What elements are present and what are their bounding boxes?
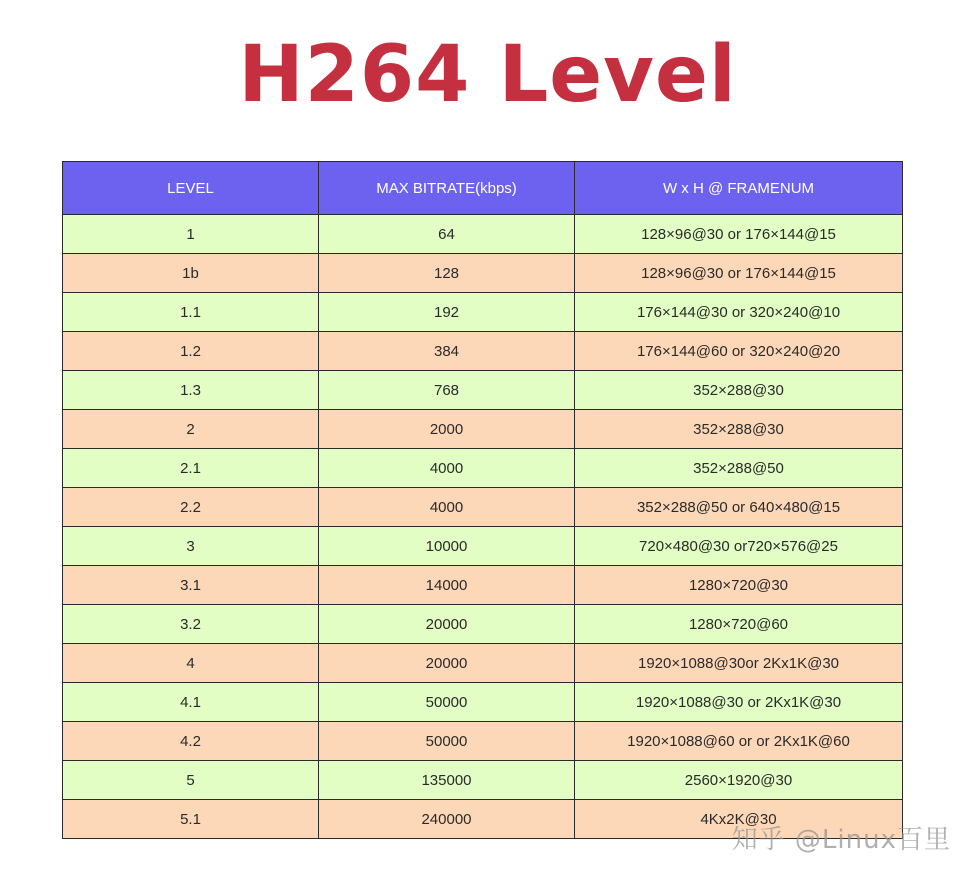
cell-resolution: 176×144@30 or 320×240@10 — [575, 293, 903, 332]
table-row — [63, 722, 903, 761]
cell-level: 1.1 — [63, 293, 319, 332]
cell-bitrate: 240000 — [319, 800, 575, 839]
cell-level: 5.1 — [63, 800, 319, 839]
cell-resolution: 1920×1088@30 or 2Kx1K@30 — [575, 683, 903, 722]
table-row — [63, 293, 903, 332]
cell-level: 2 — [63, 410, 319, 449]
cell-resolution: 352×288@30 — [575, 410, 903, 449]
table-row — [63, 566, 903, 605]
table-header-row — [63, 162, 903, 215]
header-max-bitrate: MAX BITRATE(kbps) — [319, 162, 575, 215]
table-row — [63, 605, 903, 644]
cell-resolution: 352×288@50 — [575, 449, 903, 488]
cell-resolution: 1920×1088@60 or or 2Kx1K@60 — [575, 722, 903, 761]
cell-bitrate: 20000 — [319, 605, 575, 644]
cell-level: 3 — [63, 527, 319, 566]
cell-bitrate: 192 — [319, 293, 575, 332]
cell-bitrate: 64 — [319, 215, 575, 254]
cell-bitrate: 2000 — [319, 410, 575, 449]
cell-level: 4.1 — [63, 683, 319, 722]
cell-level: 1.2 — [63, 332, 319, 371]
table-row — [63, 527, 903, 566]
cell-resolution: 176×144@60 or 320×240@20 — [575, 332, 903, 371]
cell-bitrate: 50000 — [319, 683, 575, 722]
cell-resolution: 1920×1088@30or 2Kx1K@30 — [575, 644, 903, 683]
cell-level: 5 — [63, 761, 319, 800]
page-title: H264 Level — [238, 30, 737, 120]
cell-level: 2.1 — [63, 449, 319, 488]
cell-bitrate: 128 — [319, 254, 575, 293]
header-level: LEVEL — [63, 162, 319, 215]
cell-resolution: 128×96@30 or 176×144@15 — [575, 254, 903, 293]
table-row — [63, 683, 903, 722]
h264-level-table — [62, 161, 903, 839]
table-row — [63, 410, 903, 449]
table-row — [63, 371, 903, 410]
table-row — [63, 215, 903, 254]
cell-bitrate: 135000 — [319, 761, 575, 800]
cell-level: 4 — [63, 644, 319, 683]
table-row — [63, 488, 903, 527]
table-row — [63, 449, 903, 488]
table-row — [63, 254, 903, 293]
cell-bitrate: 4000 — [319, 449, 575, 488]
cell-bitrate: 50000 — [319, 722, 575, 761]
cell-bitrate: 4000 — [319, 488, 575, 527]
cell-level: 3.2 — [63, 605, 319, 644]
cell-bitrate: 768 — [319, 371, 575, 410]
cell-bitrate: 384 — [319, 332, 575, 371]
cell-bitrate: 20000 — [319, 644, 575, 683]
cell-level: 1 — [63, 215, 319, 254]
cell-bitrate: 14000 — [319, 566, 575, 605]
table-row — [63, 644, 903, 683]
header-resolution-framerate: W x H @ FRAMENUM — [575, 162, 903, 215]
cell-level: 3.1 — [63, 566, 319, 605]
cell-level: 1b — [63, 254, 319, 293]
cell-resolution: 720×480@30 or720×576@25 — [575, 527, 903, 566]
cell-level: 4.2 — [63, 722, 319, 761]
table-row — [63, 332, 903, 371]
watermark: 知乎 @Linux百里 — [731, 825, 951, 855]
cell-resolution: 4Kx2K@30 — [575, 800, 903, 839]
cell-resolution: 352×288@30 — [575, 371, 903, 410]
cell-resolution: 352×288@50 or 640×480@15 — [575, 488, 903, 527]
cell-resolution: 128×96@30 or 176×144@15 — [575, 215, 903, 254]
cell-resolution: 1280×720@60 — [575, 605, 903, 644]
cell-level: 2.2 — [63, 488, 319, 527]
table-row — [63, 761, 903, 800]
cell-resolution: 2560×1920@30 — [575, 761, 903, 800]
cell-level: 1.3 — [63, 371, 319, 410]
cell-bitrate: 10000 — [319, 527, 575, 566]
cell-resolution: 1280×720@30 — [575, 566, 903, 605]
